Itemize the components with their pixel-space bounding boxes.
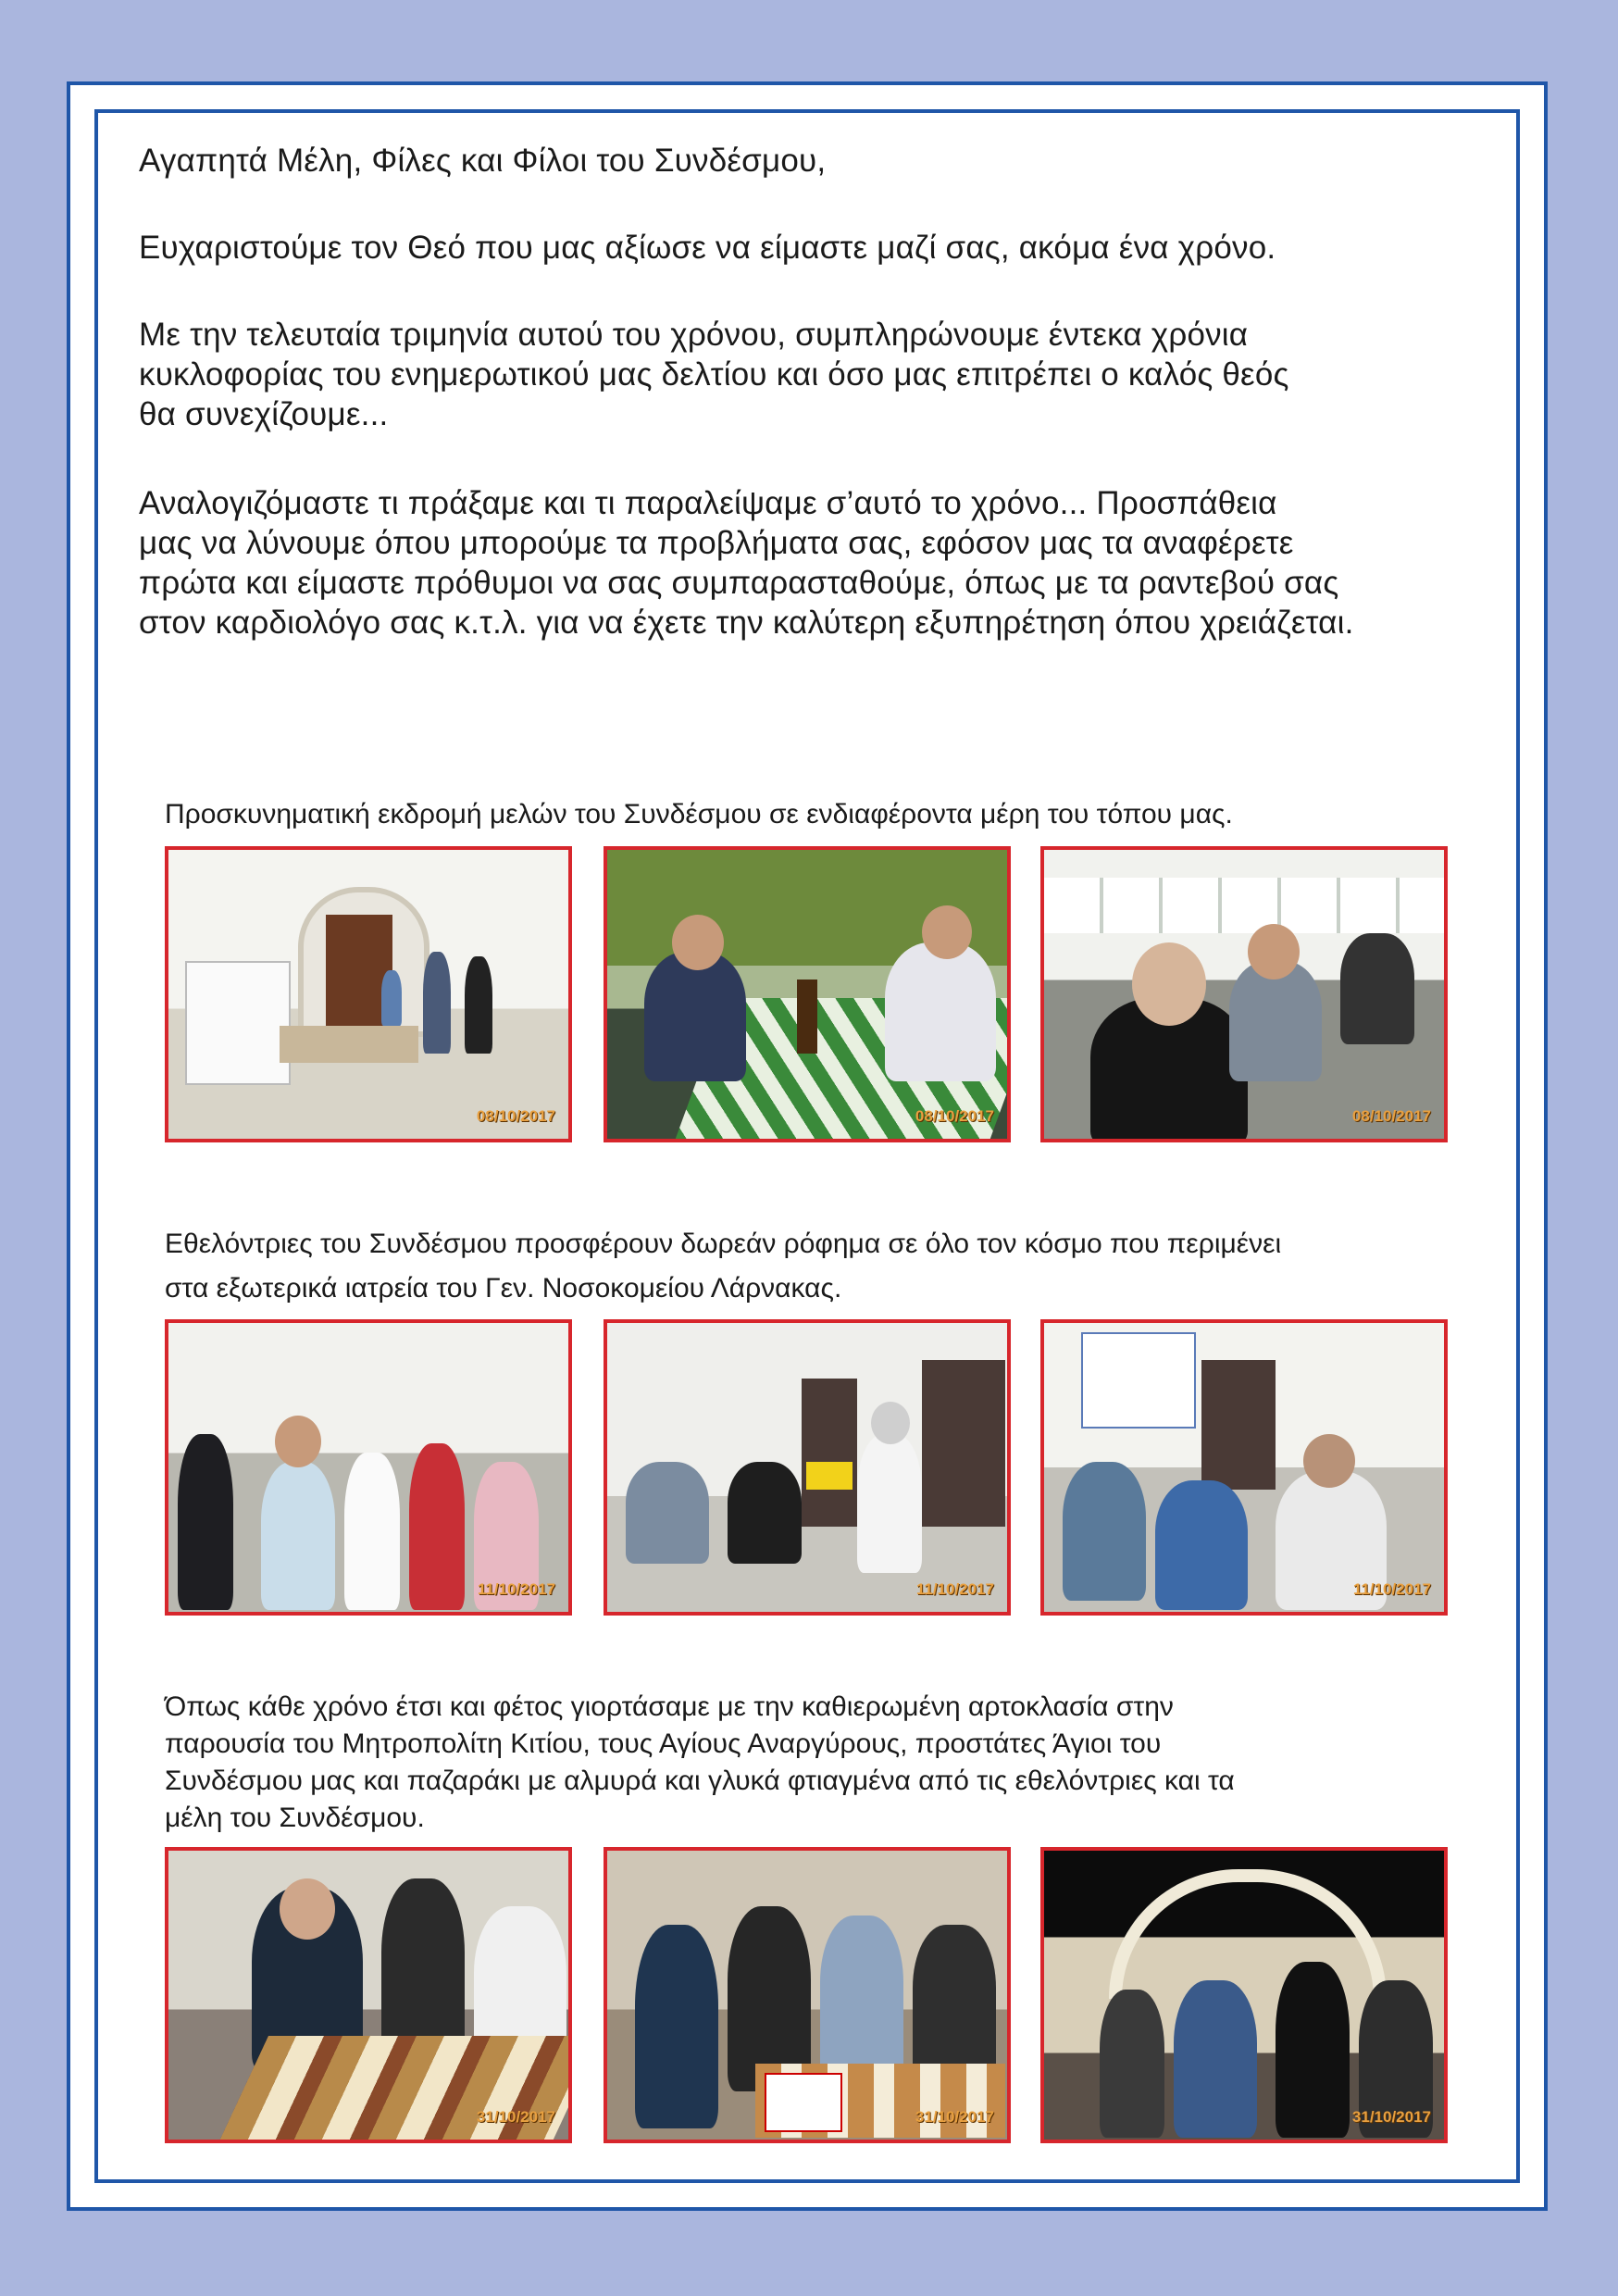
clinic-waiting-photo <box>1040 1319 1448 1616</box>
outdoor-lunch-photo <box>604 846 1011 1142</box>
photo-date: 11/10/2017 <box>1352 1580 1431 1598</box>
section-2-caption <box>165 1226 1461 1307</box>
paragraph-2-line: θα συνεχίζουμε... <box>139 396 389 432</box>
photo-date: 11/10/2017 <box>915 1580 994 1598</box>
photo-date: 11/10/2017 <box>477 1580 555 1598</box>
bazaar-table-photo <box>165 1847 572 2143</box>
hospital-hall-photo <box>165 1319 572 1616</box>
paragraph-3-line: μας να λύνουμε όπου μπορούμε τα προβλήματα σας, εφόσον μας τα αναφέρετε <box>139 525 1294 561</box>
section-1-caption <box>165 796 1461 833</box>
letter-paragraph-3 <box>139 483 1453 643</box>
caption-line: στα εξωτερικά ιατρεία του Γεν. Νοσοκομείου Λάρνακας. <box>165 1273 842 1304</box>
church-entrance-photo <box>165 846 572 1142</box>
paragraph-3-line: στον καρδιολόγο σας κ.τ.λ. για να έχετε την καλύτερη εξυπηρέτηση όπου χρειάζεται. <box>139 605 1354 641</box>
paragraph-3-line: πρώτα και είμαστε πρόθυμοι να σας συμπαρασταθούμε, όπως με τα ραντεβού σας <box>139 565 1339 601</box>
photo-date: 08/10/2017 <box>915 1107 994 1125</box>
paragraph-2-line: κυκλοφορίας του ενημερωτικού μας δελτίου και όσο μας επιτρέπει ο καλός θεός <box>139 356 1289 393</box>
caption-line: παρουσία του Μητροπολίτη Κιτίου, τους Αγίους Αναργύρους, προστάτες Άγιοι του <box>165 1728 1162 1759</box>
caption-line: Όπως κάθε χρόνο έτσι και φέτος γιορτάσαμε με την καθιερωμένη αρτοκλασία στην <box>165 1691 1174 1722</box>
caption-line: μέλη του Συνδέσμου. <box>165 1803 425 1833</box>
bus-trip-photo <box>1040 846 1448 1142</box>
bazaar-stall-photo <box>604 1847 1011 2143</box>
section-3-caption <box>165 1689 1461 1837</box>
photo-date: 31/10/2017 <box>915 2108 994 2126</box>
caption-line: Προσκυνηματική εκδρομή μελών του Συνδέσμου σε ενδιαφέροντα μέρη του τόπου μας. <box>165 799 1233 830</box>
photo-date: 08/10/2017 <box>476 1107 555 1125</box>
photo-date: 31/10/2017 <box>476 2108 555 2126</box>
photo-date: 08/10/2017 <box>1351 1107 1431 1125</box>
paragraph-2-line: Με την τελευταία τριμηνία αυτού του χρόνου, συμπληρώνουμε έντεκα χρόνια <box>139 317 1249 353</box>
letter-greeting: Αγαπητά Μέλη, Φίλες και Φίλοι του Συνδέσμου, <box>139 143 827 179</box>
letter-paragraph-1: Ευχαριστούμε τον Θεό που μας αξίωσε να είμαστε μαζί σας, ακόμα ένα χρόνο. <box>139 230 1276 266</box>
caption-line: Εθελόντριες του Συνδέσμου προσφέρουν δωρεάν ρόφημα σε όλο τον κόσμο που περιμένει <box>165 1229 1282 1259</box>
letter-paragraph-2 <box>139 315 1453 434</box>
photo-date: 31/10/2017 <box>1351 2108 1431 2126</box>
waiting-room-photo <box>604 1319 1011 1616</box>
caption-line: Συνδέσμου μας και παζαράκι με αλμυρά και γλυκά φτιαγμένα από τις εθελόντριες και τα <box>165 1766 1235 1796</box>
church-courtyard-photo <box>1040 1847 1448 2143</box>
paragraph-3-line: Αναλογιζόμαστε τι πράξαμε και τι παραλείψαμε σ’αυτό το χρόνο... Προσπάθεια <box>139 485 1277 521</box>
